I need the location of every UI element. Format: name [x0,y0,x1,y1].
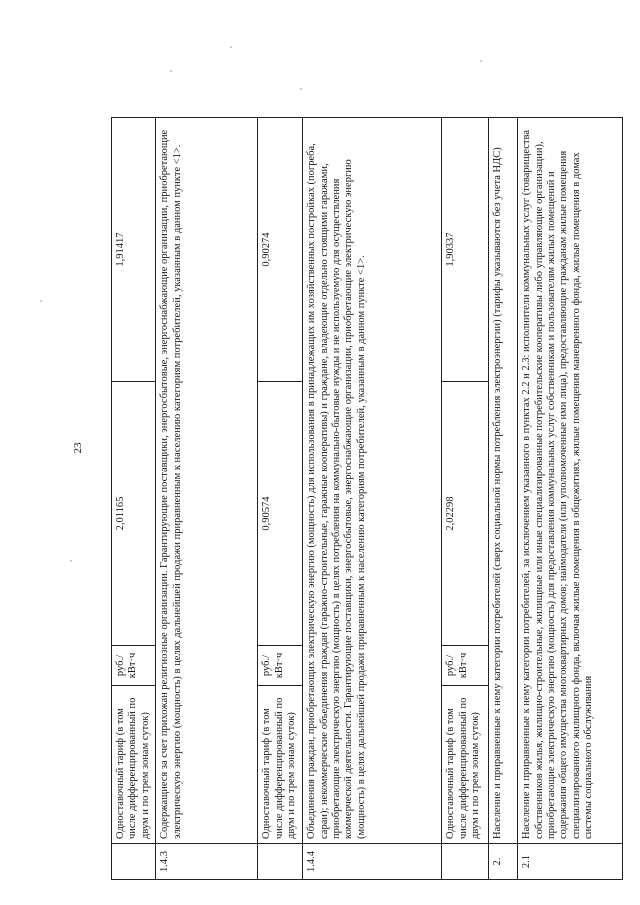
scan-speck [480,60,482,62]
value-second-half: 1,90337 [442,118,489,382]
unit-cell: руб./кВт·ч [442,646,489,686]
row-number [112,844,156,880]
category-description: Содержащиеся за счет прихожан религиозные организации. Гарантирующие поставщики, энергосбытовые, энергоснабжающие организации, приобретающие электрическую энергию (мощность) в целях дальнейшей продажи приравненным к населению категориям потребителей, указанным в данном пункте <1>. [156,118,258,844]
scan-speck [230,46,232,48]
row-number: 2.1 [518,844,623,880]
value-first-half: 2,02298 [442,382,489,646]
row-number [258,844,303,880]
scan-speck [170,70,172,72]
table-row [518,118,623,880]
row-number: 1.4.4 [303,844,442,880]
scan-speck [40,300,42,302]
row-number: 1.4.3 [156,844,258,880]
table-row [489,118,518,880]
value-second-half: 1,91417 [112,118,156,382]
tariff-table [111,117,623,880]
value-first-half: 2,01165 [112,382,156,646]
table-row [112,118,156,880]
scan-speck [70,560,72,562]
section-heading: Население и приравненные к нему категории потребителей (сверх социальной нормы потребления электроэнергии) (тарифы указываются без учета НДС) [489,118,518,844]
category-description: Объединения граждан, приобретающих электрическую энергию (мощность) для использования в принадлежащих им хозяйственных постройках (погреба, сараи); некоммерческие объединения граждан (гаражно-строительные, гаражные кооперативы) и граждане, владеющие отдельно стоящими гаражами, приобретающие электрическую энергию (мощность) в целях потребления на коммунально-бытовые нужды и не используемую для осуществления коммерческой деятельности. Гарантирующие поставщики, энергосбытовые, энергоснабжающие организации, приобретающие электрическую энергию (мощность) в целях дальнейшей продажи приравненным к населению категориям потребителей, указанным в данном пункте <1>. [303,118,442,844]
table-row [442,118,489,880]
value-first-half: 0,90574 [258,382,303,646]
unit-cell: руб./кВт·ч [258,646,303,686]
rotated-table-wrapper [111,118,594,880]
row-number [442,844,489,880]
table-row [156,118,258,880]
tariff-label: Одноставочный тариф (в том числе дифференцированный по двум и по трем зонам суток) [258,686,303,844]
tariff-label: Одноставочный тариф (в том числе дифференцированный по двум и по трем зонам суток) [442,686,489,844]
value-second-half: 0,90274 [258,118,303,382]
row-number: 2. [489,844,518,880]
rotated-table-frame [111,118,594,880]
table-row [258,118,303,880]
scan-speck [300,88,302,90]
category-description: Население и приравненные к нему категории потребителей, за исключением указанного в пунктах 2.2 и 2.3: исполнители коммунальных услуг (товарищества собственников жилья, жилищно-строительные, жилищные или иные специализированные потребительские кооперативы либо управляющие организации), приобретающие электрическую энергию (мощность) для предоставления коммунальных услуг собственникам и пользователям жилых помещений и содержания общего имущества многоквартирных домов; наймодатели (или уполномоченные ими лица), предоставляющие гражданам жилые помещения специализированного жилищного фонда, включая жилые помещения в общежитиях, жилые помещения маневренного фонда, жилые помещения в домах системы социального обслуживания [518,118,623,844]
unit-cell: руб./кВт·ч [112,646,156,686]
page-number: 23 [72,442,84,454]
tariff-label: Одноставочный тариф (в том числе дифференцированный по двум и по трем зонам суток) [112,686,156,844]
table-row [303,118,442,880]
